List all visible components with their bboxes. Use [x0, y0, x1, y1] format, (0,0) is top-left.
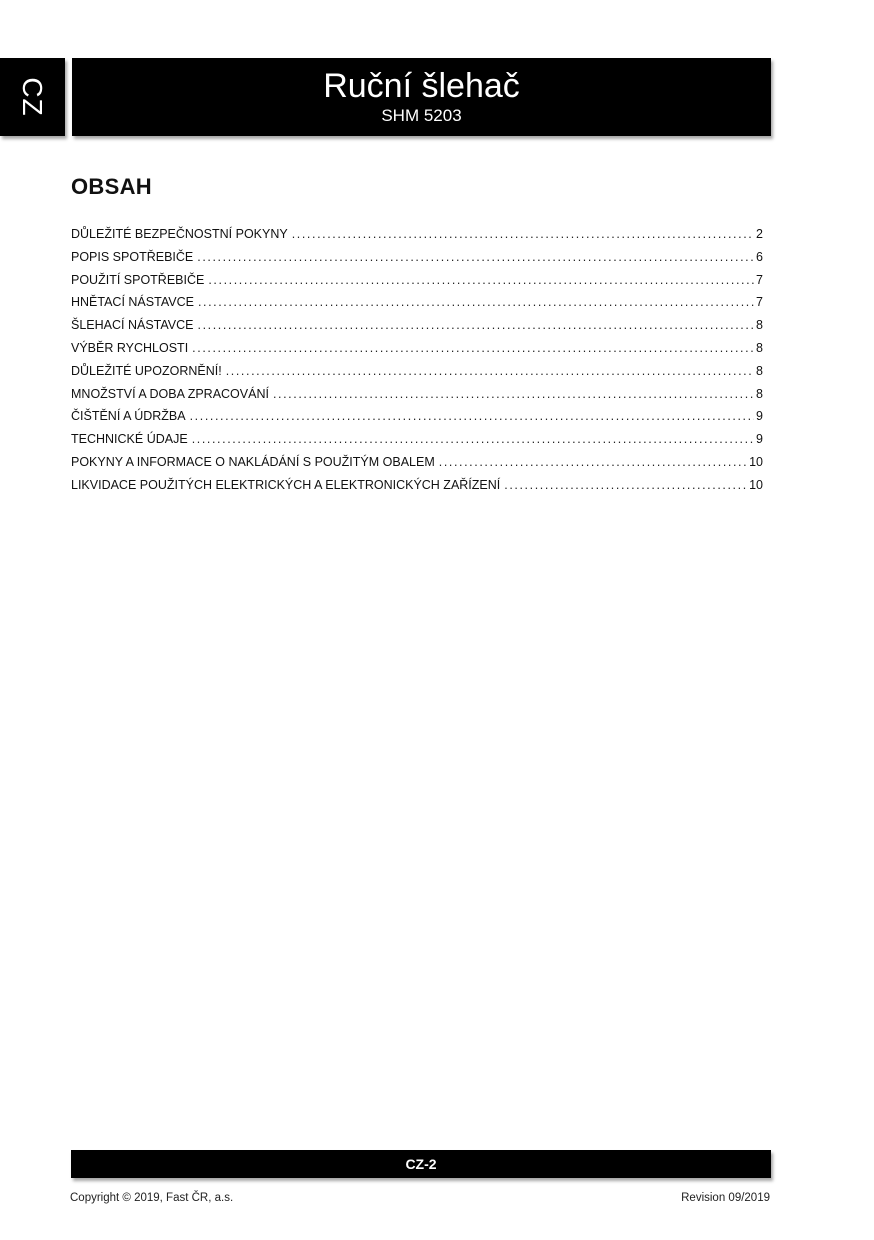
toc-leader-dots — [192, 340, 754, 356]
table-of-contents — [71, 226, 763, 500]
toc-item-page: 2 — [756, 227, 763, 241]
toc-item-title: MNOŽSTVÍ A DOBA ZPRACOVÁNÍ — [71, 386, 269, 401]
toc-item-page: 8 — [756, 340, 763, 355]
toc-item-page: 9 — [756, 432, 763, 447]
toc-item-title: VÝBĚR RYCHLOSTI — [71, 340, 189, 355]
header-band — [72, 58, 771, 136]
toc-item-title: LIKVIDACE POUŽITÝCH ELEKTRICKÝCH A ELEKTRONICKÝCH ZAŘÍZENÍ — [71, 477, 501, 492]
toc-item-page: 6 — [756, 249, 763, 264]
toc-item[interactable] — [71, 317, 763, 340]
toc-item[interactable] — [71, 249, 763, 272]
toc-item[interactable] — [71, 454, 763, 477]
toc-item-page: 7 — [756, 295, 763, 310]
model-number: SHM 5203 — [381, 106, 462, 125]
footer-band — [71, 1150, 771, 1178]
toc-item-page: 8 — [756, 318, 763, 333]
revision-label: Revision 09/2019 — [681, 1192, 770, 1204]
toc-item[interactable] — [71, 477, 763, 500]
toc-item[interactable] — [71, 294, 763, 317]
toc-leader-dots — [197, 249, 754, 265]
toc-item[interactable] — [71, 272, 763, 295]
toc-item-title: POUŽITÍ SPOTŘEBIČE — [71, 272, 205, 287]
toc-leader-dots — [198, 317, 755, 333]
toc-item-page: 7 — [756, 272, 763, 287]
toc-item-page: 8 — [756, 386, 763, 401]
toc-leader-dots — [192, 431, 754, 447]
toc-item[interactable] — [71, 431, 763, 454]
page-title: Ruční šlehač — [323, 67, 520, 105]
toc-leader-dots — [208, 272, 754, 288]
toc-item[interactable] — [71, 408, 763, 431]
toc-item-page: 9 — [756, 409, 763, 424]
toc-item-page: 10 — [749, 477, 763, 492]
toc-item[interactable] — [71, 340, 763, 363]
toc-item-page: 8 — [756, 363, 763, 378]
toc-leader-dots — [504, 477, 747, 493]
page-number: CZ-2 — [405, 1156, 437, 1172]
toc-heading: OBSAH — [71, 174, 152, 199]
toc-item-title: POKYNY A INFORMACE O NAKLÁDÁNÍ S POUŽITÝM OBALEM — [71, 454, 435, 469]
toc-item[interactable] — [71, 226, 763, 249]
toc-item-title: POPIS SPOTŘEBIČE — [71, 249, 194, 264]
toc-leader-dots — [190, 408, 754, 424]
toc-item[interactable] — [71, 386, 763, 409]
copyright-notice: Copyright © 2019, Fast ČR, a.s. — [70, 1192, 234, 1204]
toc-item-title: ŠLEHACÍ NÁSTAVCE — [71, 318, 194, 333]
toc-leader-dots — [198, 294, 754, 310]
toc-leader-dots — [273, 386, 754, 402]
toc-item-page: 10 — [749, 454, 763, 469]
toc-leader-dots — [439, 454, 747, 470]
toc-leader-dots — [226, 363, 754, 379]
toc-item-title: DŮLEŽITÉ BEZPEČNOSTNÍ POKYNY — [71, 227, 288, 241]
toc-leader-dots — [292, 226, 754, 242]
toc-item-title: TECHNICKÉ ÚDAJE — [71, 432, 188, 447]
language-tab-label: CZ — [17, 77, 48, 117]
language-tab — [0, 58, 65, 136]
toc-item[interactable] — [71, 363, 763, 386]
toc-item-title: ČIŠTĚNÍ A ÚDRŽBA — [71, 409, 186, 424]
toc-item-title: HNĚTACÍ NÁSTAVCE — [71, 295, 194, 310]
toc-item-title: DŮLEŽITÉ UPOZORNĚNÍ! — [71, 363, 222, 378]
